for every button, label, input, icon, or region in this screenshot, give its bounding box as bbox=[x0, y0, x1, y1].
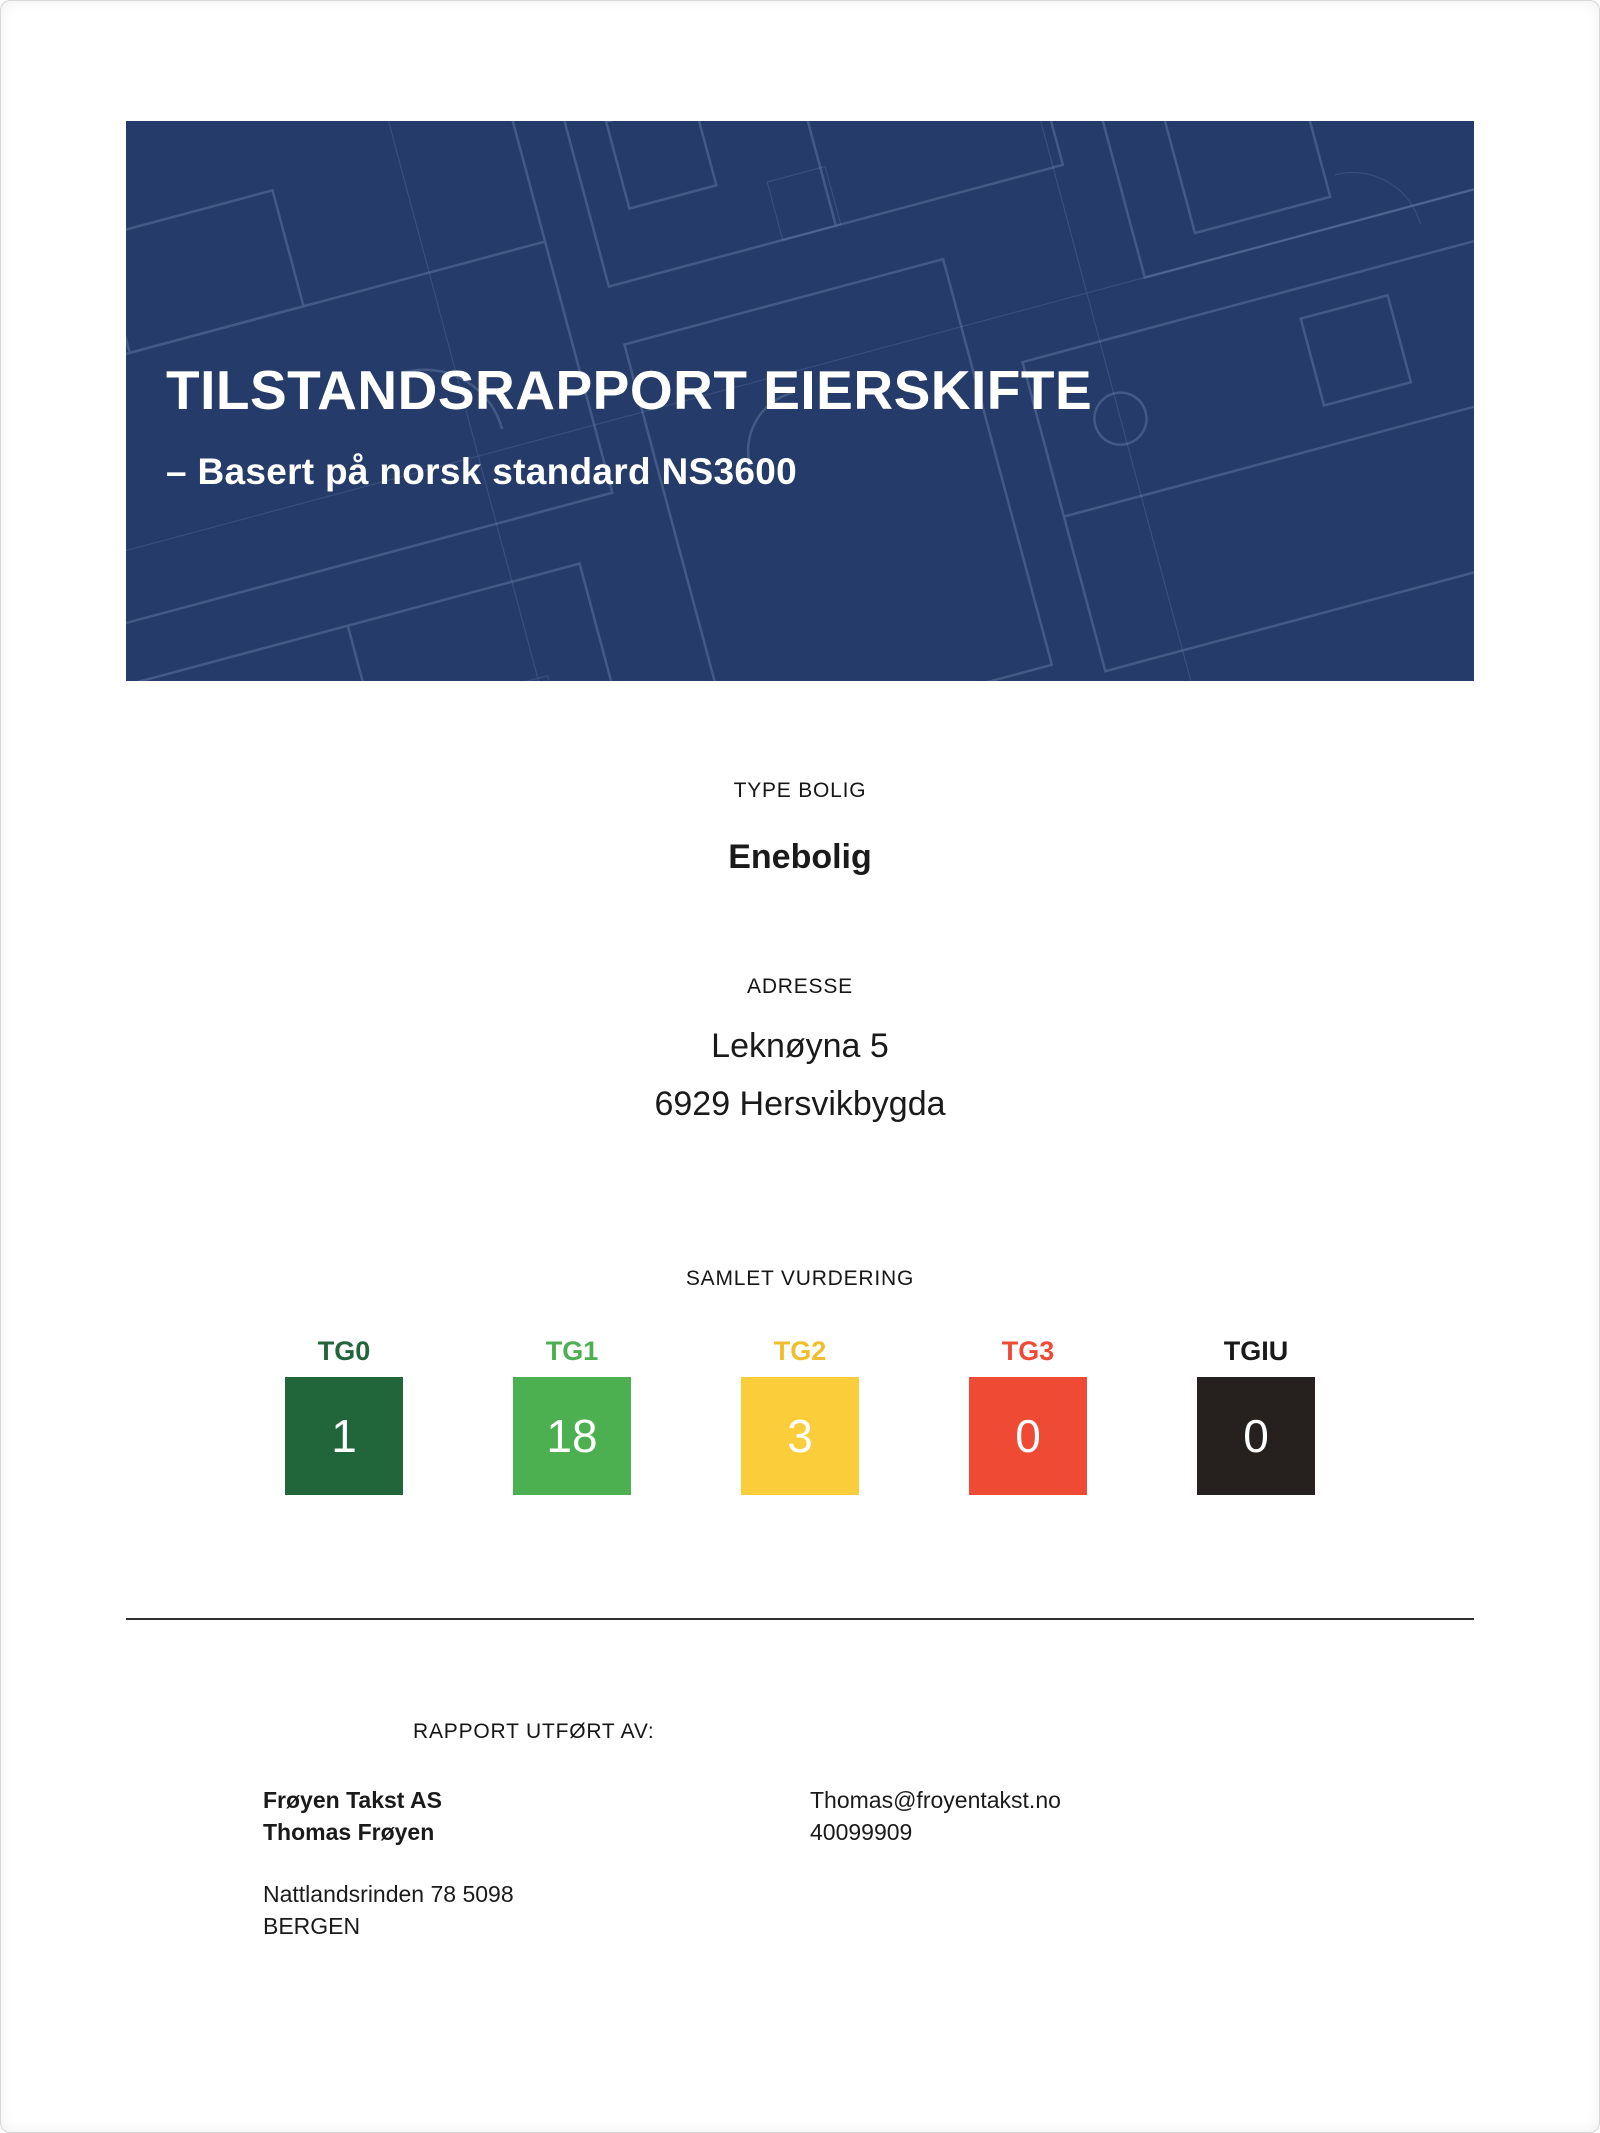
address-line-2: BERGEN bbox=[263, 1913, 361, 1939]
report-title: TILSTANDSRAPPORT EIERSKIFTE bbox=[166, 359, 1093, 421]
type-bolig-label: TYPE BOLIG bbox=[733, 779, 867, 802]
grade-column-tg1 bbox=[513, 1335, 631, 1495]
rapport-column-left bbox=[263, 1784, 810, 1942]
grade-label-tg0: TG0 bbox=[317, 1336, 371, 1366]
address-line-1: Nattlandsrinden 78 5098 bbox=[263, 1881, 514, 1907]
rapport-columns bbox=[263, 1784, 1599, 1942]
grade-column-tgiu bbox=[1197, 1335, 1315, 1495]
banner-text bbox=[166, 357, 1092, 493]
adresse-label: ADRESSE bbox=[747, 975, 853, 998]
adresse-line-2: 6929 Hersvikbygda bbox=[654, 1085, 946, 1123]
grade-column-tg0 bbox=[285, 1335, 403, 1495]
phone-text: 40099909 bbox=[810, 1819, 913, 1845]
grade-label-tg2: TG2 bbox=[773, 1336, 827, 1366]
grade-box-tgiu bbox=[1197, 1377, 1315, 1495]
person-name: Thomas Frøyen bbox=[263, 1819, 435, 1845]
rapport-utfort-av-label: RAPPORT UTFØRT AV: bbox=[413, 1720, 655, 1743]
company-address bbox=[263, 1878, 810, 1942]
report-subtitle: – Basert på norsk standard NS3600 bbox=[166, 451, 797, 492]
samlet-vurdering-label: SAMLET VURDERING bbox=[685, 1267, 915, 1290]
grade-column-tg3 bbox=[969, 1335, 1087, 1495]
grade-box-tg2 bbox=[741, 1377, 859, 1495]
email-text: Thomas@froyentakst.no bbox=[810, 1787, 1061, 1813]
grade-value-tg2: 3 bbox=[787, 1410, 813, 1462]
adresse-line-1: Leknøyna 5 bbox=[711, 1027, 889, 1065]
rapport-column-right bbox=[810, 1784, 1061, 1848]
grade-value-tg1: 18 bbox=[546, 1410, 598, 1462]
company-name: Frøyen Takst AS bbox=[263, 1787, 442, 1813]
grade-box-tg3 bbox=[969, 1377, 1087, 1495]
grade-box-tg0 bbox=[285, 1377, 403, 1495]
adresse-value bbox=[1, 1017, 1599, 1133]
grade-summary-row bbox=[1, 1335, 1599, 1495]
grade-value-tgiu: 0 bbox=[1243, 1410, 1269, 1462]
report-banner bbox=[126, 121, 1474, 681]
grade-value-tg3: 0 bbox=[1015, 1410, 1041, 1462]
type-bolig-value: Enebolig bbox=[728, 838, 872, 876]
grade-value-tg0: 1 bbox=[331, 1410, 357, 1462]
grade-label-tg1: TG1 bbox=[545, 1336, 599, 1366]
section-divider bbox=[126, 1618, 1474, 1620]
grade-column-tg2 bbox=[741, 1335, 859, 1495]
grade-label-tgiu: TGIU bbox=[1223, 1336, 1289, 1366]
grade-label-tg3: TG3 bbox=[1001, 1336, 1055, 1366]
grade-box-tg1 bbox=[513, 1377, 631, 1495]
